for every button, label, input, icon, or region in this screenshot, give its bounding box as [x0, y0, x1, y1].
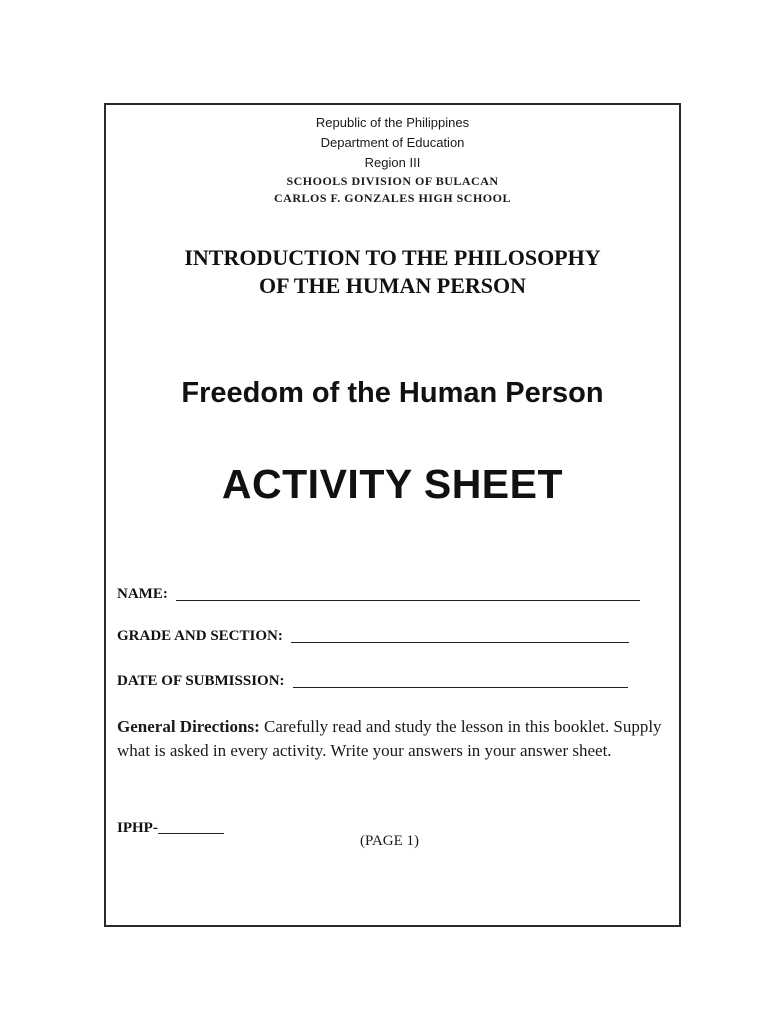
date-submission-line[interactable]: [293, 687, 628, 688]
header-division: SCHOOLS DIVISION OF BULACAN: [286, 174, 499, 188]
lesson-title: Freedom of the Human Person: [181, 377, 604, 409]
grade-section-line[interactable]: [291, 642, 629, 643]
activity-sheet-page: [104, 103, 681, 927]
date-submission-field[interactable]: [117, 668, 628, 690]
activity-title: ACTIVITY SHEET: [221, 461, 564, 507]
header-school: CARLOS F. GONZALES HIGH SCHOOL: [274, 191, 511, 205]
code-label: IPHP-: [117, 820, 158, 836]
header-republic: Republic of the Philippines: [315, 115, 470, 130]
subject-title: [106, 244, 679, 300]
subject-line-1: INTRODUCTION TO THE PHILOSOPHY: [184, 245, 601, 270]
header-department: Department of Education: [320, 135, 465, 150]
subject-line-2: OF THE HUMAN PERSON: [258, 273, 527, 298]
code-field[interactable]: [117, 815, 224, 837]
name-field[interactable]: [117, 581, 640, 603]
directions-text: Carefully read and study the lesson in this booklet. Supply what is asked in every activity. Write your answers in your answer sheet.: [117, 717, 662, 760]
name-line[interactable]: [176, 600, 640, 601]
code-line[interactable]: [158, 833, 224, 834]
header-region: Region III: [364, 155, 421, 170]
directions-label: General Directions:: [117, 717, 260, 736]
page-number: (PAGE 1): [360, 833, 420, 849]
general-directions: [117, 715, 672, 763]
grade-section-label: GRADE AND SECTION:: [117, 628, 283, 644]
name-label: NAME:: [117, 586, 168, 602]
grade-section-field[interactable]: [117, 623, 629, 645]
date-submission-label: DATE OF SUBMISSION:: [117, 673, 285, 689]
